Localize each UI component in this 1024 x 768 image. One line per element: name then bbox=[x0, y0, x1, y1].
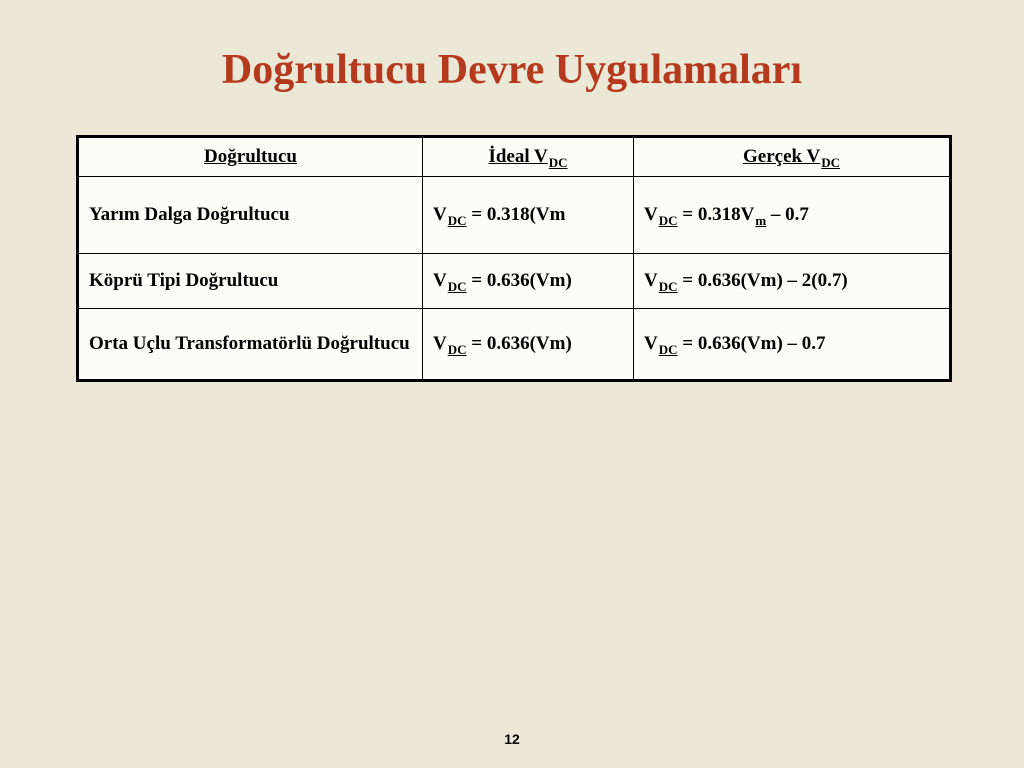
formula-sub: DC bbox=[658, 341, 678, 357]
header-real-text: Gerçek V bbox=[743, 145, 821, 167]
table-header-row bbox=[78, 137, 951, 177]
formula-mid: = 0.636(Vm) – 0.7 bbox=[677, 332, 826, 354]
formula-v: V bbox=[644, 203, 658, 225]
header-rectifier bbox=[78, 137, 423, 177]
header-ideal-sub: DC bbox=[548, 154, 568, 170]
formula-v: V bbox=[433, 332, 447, 354]
header-real-vdc bbox=[634, 137, 951, 177]
cell-ideal-formula bbox=[423, 254, 634, 309]
table-row bbox=[78, 309, 951, 381]
slide-title: Doğrultucu Devre Uygulamaları bbox=[221, 47, 803, 93]
header-ideal-vdc bbox=[423, 137, 634, 177]
cell-real-formula bbox=[634, 254, 951, 309]
formula-rest: = 0.318(Vm bbox=[466, 203, 566, 225]
formula-rest: = 0.636(Vm) bbox=[466, 269, 572, 291]
cell-ideal-formula bbox=[423, 309, 634, 381]
formula-sub: DC bbox=[658, 278, 678, 294]
rectifier-name: Yarım Dalga Doğrultucu bbox=[89, 204, 290, 225]
cell-ideal-formula bbox=[423, 177, 634, 254]
table-row bbox=[78, 254, 951, 309]
formula-sub-m: m bbox=[755, 212, 767, 228]
header-ideal-text: İdeal V bbox=[488, 145, 548, 167]
formula-sub: DC bbox=[658, 212, 678, 228]
cell-real-formula bbox=[634, 177, 951, 254]
table-row bbox=[78, 177, 951, 254]
formula-sub: DC bbox=[447, 212, 467, 228]
rectifier-name: Köprü Tipi Doğrultucu bbox=[89, 270, 279, 291]
formula-sub: DC bbox=[447, 341, 467, 357]
header-rectifier-text: Doğrultucu bbox=[204, 146, 297, 167]
formula-v: V bbox=[644, 269, 658, 291]
cell-rectifier-name bbox=[78, 309, 423, 381]
formula-mid: = 0.318V bbox=[677, 203, 755, 225]
rectifier-table-container bbox=[76, 135, 949, 382]
formula-rest: = 0.636(Vm) bbox=[466, 332, 572, 354]
formula-v: V bbox=[433, 269, 447, 291]
rectifier-table bbox=[76, 135, 952, 382]
formula-v: V bbox=[433, 203, 447, 225]
cell-real-formula bbox=[634, 309, 951, 381]
rectifier-name: Orta Uçlu Transformatörlü Doğrultucu bbox=[89, 333, 410, 354]
header-real-sub: DC bbox=[821, 154, 840, 170]
page-number: 12 bbox=[504, 731, 520, 747]
formula-v: V bbox=[644, 332, 658, 354]
cell-rectifier-name bbox=[78, 254, 423, 309]
formula-sub: DC bbox=[447, 278, 467, 294]
formula-mid: = 0.636(Vm) – 2(0.7) bbox=[677, 269, 848, 291]
formula-rest: – 0.7 bbox=[766, 203, 809, 225]
cell-rectifier-name bbox=[78, 177, 423, 254]
